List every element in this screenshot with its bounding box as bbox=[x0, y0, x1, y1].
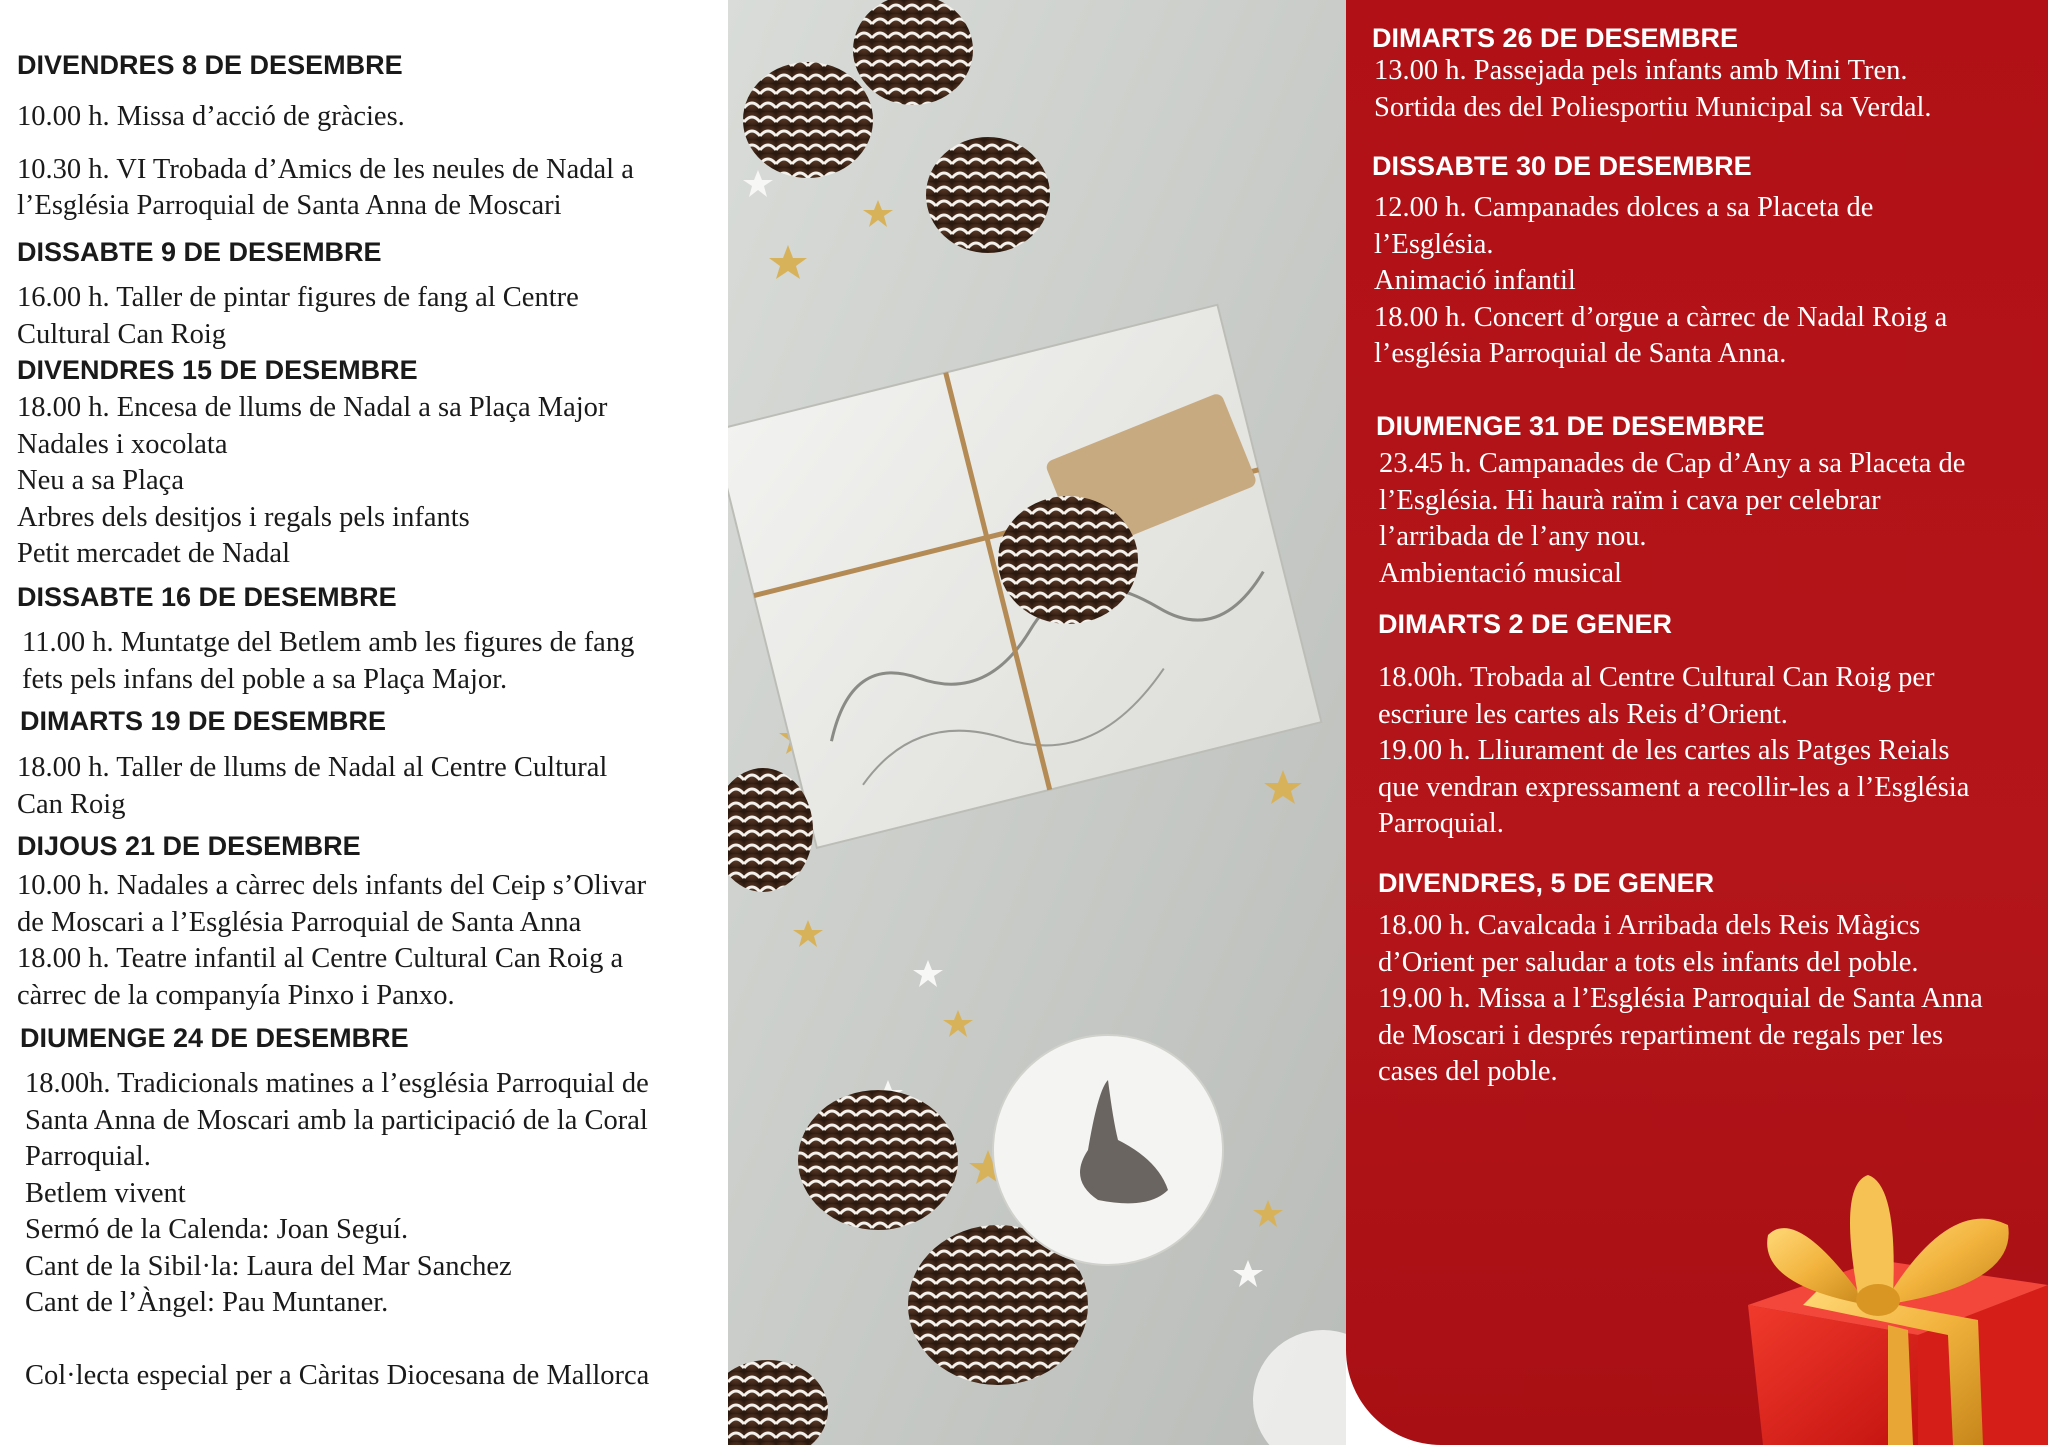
event-line: 19.00 h. Lliurament de les cartes als Patges Reials bbox=[1378, 735, 1950, 766]
event-line: fets pels infans del poble a sa Plaça Major. bbox=[22, 663, 508, 695]
event-text bbox=[17, 390, 607, 573]
event-text bbox=[17, 868, 646, 1014]
left-column bbox=[0, 0, 728, 1445]
event-line: 23.45 h. Campanades de Cap d’Any a sa Placeta de bbox=[1379, 448, 1966, 479]
event-line: de Moscari a l’Església Parroquial de Santa Anna bbox=[17, 906, 582, 938]
event-line: l’Església Parroquial de Santa Anna de Moscari bbox=[17, 190, 562, 221]
event-line: 11.00 h. Muntatge del Betlem amb les figures de fang bbox=[22, 627, 635, 658]
day-heading: DIMARTS 2 DE GENER bbox=[1378, 609, 1673, 639]
event-line: l’església Parroquial de Santa Anna. bbox=[1374, 338, 1787, 369]
day-heading: DIUMENGE 24 DE DESEMBRE bbox=[20, 1023, 409, 1053]
event-line: 18.00 h. Cavalcada i Arribada dels Reis Màgics bbox=[1378, 910, 1921, 941]
event-line: Cant de l’Àngel: Pau Muntaner. bbox=[25, 1287, 389, 1318]
event-line: Parroquial. bbox=[25, 1141, 151, 1172]
event-text bbox=[17, 750, 607, 823]
christmas-gift-pinecones-photo bbox=[728, 0, 1346, 1445]
event-line: Sermó de la Calenda: Joan Seguí. bbox=[25, 1214, 409, 1245]
day-heading: DISSABTE 30 DE DESEMBRE bbox=[1372, 151, 1752, 181]
event-line: Petit mercadet de Nadal bbox=[17, 538, 291, 569]
event-line: cases del poble. bbox=[1378, 1056, 1558, 1087]
event-line: Parroquial. bbox=[1378, 808, 1504, 839]
event-line: Neu a sa Plaça bbox=[17, 465, 184, 496]
red-gift-box-icon bbox=[1708, 1165, 2048, 1445]
event-line: 18.00h. Trobada al Centre Cultural Can Roig per bbox=[1378, 662, 1935, 693]
event-line: càrrec de la companyía Pinxo i Panxo. bbox=[17, 979, 455, 1011]
event-text bbox=[22, 625, 634, 698]
day-heading: DIVENDRES, 5 DE GENER bbox=[1378, 868, 1715, 898]
event-line: Betlem vivent bbox=[25, 1177, 186, 1209]
event-line: escriure les cartes als Reis d’Orient. bbox=[1378, 698, 1788, 730]
event-line: 18.00 h. Taller de llums de Nadal al Centre Cultural bbox=[17, 752, 608, 783]
day-heading: DIMARTS 26 DE DESEMBRE bbox=[1372, 23, 1739, 53]
event-line bbox=[17, 136, 634, 152]
event-line: Col·lecta especial per a Càritas Diocesana de Mallorca bbox=[25, 1360, 650, 1391]
event-line: 18.00h. Tradicionals matines a l’església Parroquial de bbox=[25, 1068, 649, 1099]
event-line: 10.00 h. Nadales a càrrec dels infants del Ceip s’Olivar bbox=[17, 870, 647, 901]
christmas-photo bbox=[728, 0, 1346, 1445]
event-line: l’Església. Hi haurà raïm i cava per celebrar bbox=[1379, 484, 1881, 516]
right-column bbox=[1346, 0, 2048, 1445]
event-line: Santa Anna de Moscari amb la participació de la Coral bbox=[25, 1104, 648, 1136]
event-line: 18.00 h. Encesa de llums de Nadal a sa Plaça Major bbox=[17, 392, 608, 423]
event-line: Cant de la Sibil·la: Laura del Mar Sanchez bbox=[25, 1250, 512, 1282]
event-line: 10.00 h. Missa d’acció de gràcies. bbox=[17, 101, 405, 132]
event-line: Sortida des del Poliesportiu Municipal sa Verdal. bbox=[1374, 91, 1932, 123]
event-text bbox=[1378, 660, 1969, 843]
day-heading: DIMARTS 19 DE DESEMBRE bbox=[20, 706, 387, 736]
event-line: 10.30 h. VI Trobada d’Amics de les neules de Nadal a bbox=[17, 153, 634, 185]
event-text bbox=[1374, 53, 1932, 126]
day-heading: DIVENDRES 8 DE DESEMBRE bbox=[17, 50, 403, 80]
event-text bbox=[1378, 908, 1983, 1091]
red-panel bbox=[1346, 0, 2048, 1445]
event-text bbox=[1374, 190, 1947, 373]
event-text bbox=[25, 1066, 649, 1395]
event-text bbox=[17, 99, 634, 225]
event-line: que vendran expressament a recollir-les a l’Església bbox=[1378, 771, 1970, 803]
event-line: 13.00 h. Passejada pels infants amb Mini Tren. bbox=[1374, 55, 1908, 86]
event-line: Ambientació musical bbox=[1379, 557, 1622, 589]
event-line: 12.00 h. Campanades dolces a sa Placeta de bbox=[1374, 192, 1874, 223]
event-text bbox=[17, 280, 579, 353]
event-line: Can Roig bbox=[17, 788, 126, 820]
event-line: Nadales i xocolata bbox=[17, 428, 228, 460]
event-line: 16.00 h. Taller de pintar figures de fang al Centre bbox=[17, 282, 579, 313]
event-line bbox=[25, 1322, 649, 1359]
event-line: Arbres dels desitjos i regals pels infants bbox=[17, 501, 470, 533]
day-heading: DISSABTE 16 DE DESEMBRE bbox=[17, 582, 397, 612]
day-heading: DIVENDRES 15 DE DESEMBRE bbox=[17, 355, 418, 385]
event-line: l’Església. bbox=[1374, 228, 1494, 260]
day-heading: DISSABTE 9 DE DESEMBRE bbox=[17, 237, 382, 267]
event-line: Animació infantil bbox=[1374, 265, 1576, 296]
event-line: d’Orient per saludar a tots els infants del poble. bbox=[1378, 946, 1919, 978]
event-line: 18.00 h. Concert d’orgue a càrrec de Nadal Roig a bbox=[1374, 301, 1948, 333]
event-text bbox=[1379, 446, 1965, 592]
event-line: de Moscari i després repartiment de regals per les bbox=[1378, 1019, 1944, 1051]
event-line: Cultural Can Roig bbox=[17, 318, 226, 350]
event-line: 19.00 h. Missa a l’Església Parroquial de Santa Anna bbox=[1378, 983, 1983, 1014]
day-heading: DIJOUS 21 DE DESEMBRE bbox=[17, 831, 361, 861]
day-heading: DIUMENGE 31 DE DESEMBRE bbox=[1376, 411, 1765, 441]
event-line: l’arribada de l’any nou. bbox=[1379, 521, 1647, 552]
event-line: 18.00 h. Teatre infantil al Centre Cultural Can Roig a bbox=[17, 943, 624, 974]
